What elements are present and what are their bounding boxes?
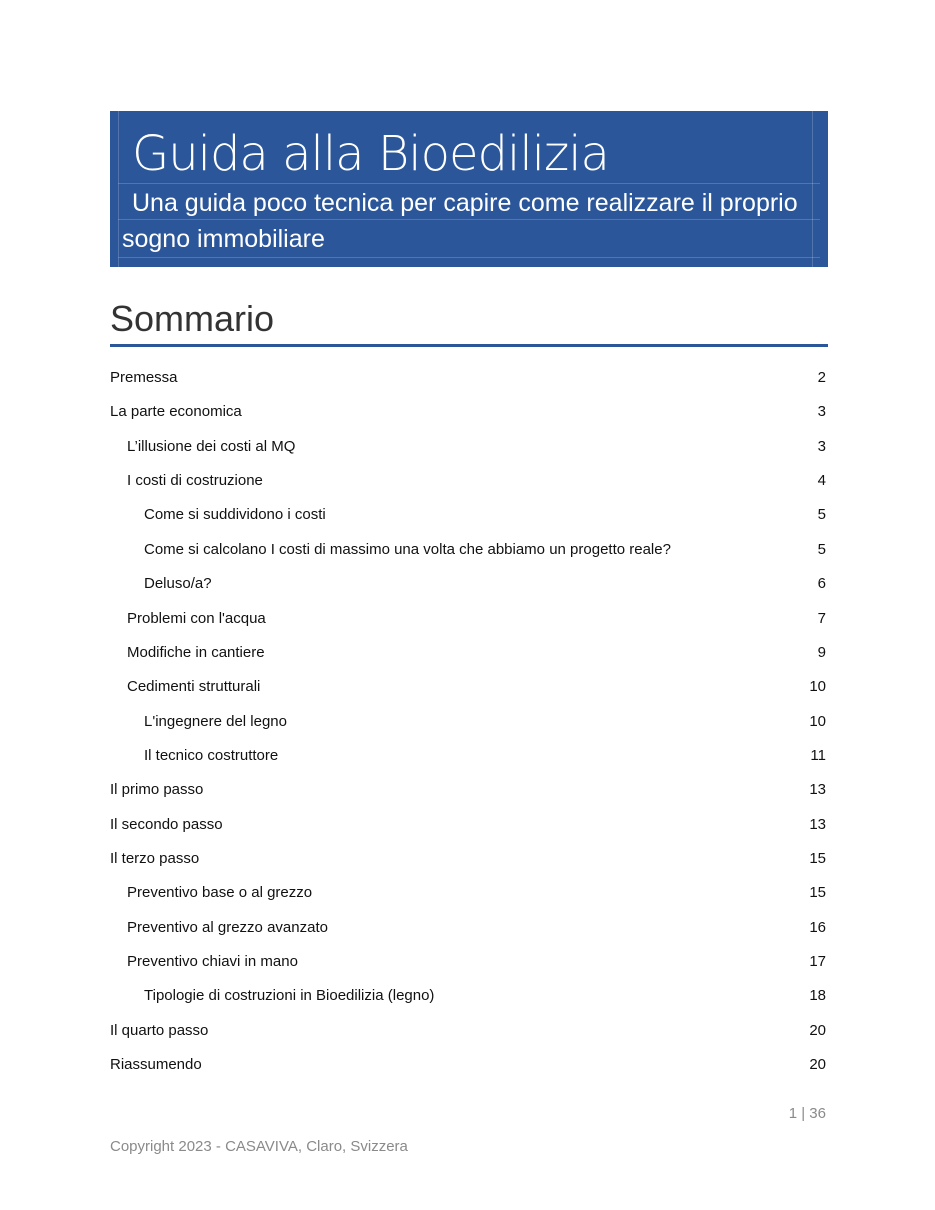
toc-entry-page-number: 18 xyxy=(809,987,826,1005)
toc-entry-page-number: 13 xyxy=(809,781,826,799)
toc-entry[interactable] xyxy=(110,539,826,561)
toc-entry[interactable] xyxy=(110,504,826,526)
toc-entry-page-number: 7 xyxy=(817,609,826,627)
toc-entry[interactable] xyxy=(110,642,826,664)
toc-entry-page-number: 5 xyxy=(817,506,826,524)
toc-entry[interactable] xyxy=(110,367,826,389)
toc-heading-rule xyxy=(110,344,828,347)
title-banner xyxy=(110,111,828,267)
toc-entry-label: Come si suddividono i costi xyxy=(144,506,326,524)
toc-entry[interactable] xyxy=(110,1054,826,1076)
toc-entry-page-number: 10 xyxy=(809,678,826,696)
toc-entry[interactable] xyxy=(110,1020,826,1042)
toc-entry[interactable] xyxy=(110,711,826,733)
toc-entry-page-number: 15 xyxy=(809,849,826,867)
toc-entry-label: Riassumendo xyxy=(110,1056,202,1073)
toc-entry-page-number: 20 xyxy=(809,1056,826,1073)
toc-entry-label: Tipologie di costruzioni in Bioedilizia (legno) xyxy=(144,987,435,1005)
toc-entry-page-number: 6 xyxy=(817,575,826,593)
toc-entry-page-number: 11 xyxy=(810,746,826,764)
toc-entry-label: Preventivo chiavi in mano xyxy=(127,953,298,970)
toc-entry-page-number: 3 xyxy=(817,437,826,455)
toc-entry-label: I costi di costruzione xyxy=(127,472,263,490)
toc-entry[interactable] xyxy=(110,951,826,973)
toc-entry[interactable] xyxy=(110,401,826,423)
toc-entry-page-number: 15 xyxy=(809,884,826,902)
toc-entry-label: Cedimenti strutturali xyxy=(127,678,261,696)
toc-entry-page-number: 17 xyxy=(809,953,826,970)
page-number: 1 | 36 xyxy=(788,1105,826,1122)
document-subtitle: Una guida poco tecnica per capire come realizzare il proprio sogno immobiliare xyxy=(122,189,798,253)
toc-entry[interactable] xyxy=(110,676,826,698)
toc-entry-label: Il terzo passo xyxy=(110,849,200,867)
toc-entry[interactable] xyxy=(110,436,826,458)
toc-entry[interactable] xyxy=(110,745,826,767)
toc-entry-page-number: 3 xyxy=(817,403,826,421)
toc-entry-page-number: 5 xyxy=(817,540,826,558)
toc-entry-label: Il secondo passo xyxy=(110,815,223,833)
toc-entry-page-number: 13 xyxy=(809,815,826,833)
layout-guide-line xyxy=(118,111,119,267)
toc-entry-label: Problemi con l'acqua xyxy=(127,609,266,627)
footer-copyright: Copyright 2023 - CASAVIVA, Claro, Svizzera xyxy=(110,1138,408,1155)
toc-entry[interactable] xyxy=(110,882,826,904)
toc-entry-label: Modifiche in cantiere xyxy=(127,643,265,661)
toc-entry-label: Premessa xyxy=(110,369,178,386)
toc-entry[interactable] xyxy=(110,573,826,595)
toc-entry[interactable] xyxy=(110,814,826,836)
document-title: Guida alla Bioedilizia xyxy=(132,126,609,182)
toc-entry-label: Preventivo base o al grezzo xyxy=(127,884,313,902)
toc-entry-page-number: 4 xyxy=(817,472,826,490)
toc-entry-label: Preventivo al grezzo avanzato xyxy=(127,918,328,936)
toc-entry-page-number: 16 xyxy=(809,918,826,936)
toc-entry[interactable] xyxy=(110,985,826,1007)
toc-entry-label: Il tecnico costruttore xyxy=(144,746,279,764)
toc-entry-label: Deluso/a? xyxy=(144,575,212,593)
layout-guide-line xyxy=(118,257,820,258)
toc-entry-page-number: 20 xyxy=(809,1021,826,1039)
toc-entry[interactable] xyxy=(110,470,826,492)
toc-entry[interactable] xyxy=(110,608,826,630)
toc-entry-label: Il quarto passo xyxy=(110,1021,209,1039)
toc-entry[interactable] xyxy=(110,917,826,939)
toc-entry-page-number: 2 xyxy=(817,369,826,386)
toc-entry-label: L’illusione dei costi al MQ xyxy=(127,437,296,455)
toc-entry[interactable] xyxy=(110,779,826,801)
toc-entry-label: La parte economica xyxy=(110,403,242,421)
layout-guide-line xyxy=(812,111,813,267)
toc-entry-label: Come si calcolano I costi di massimo una volta che abbiamo un progetto reale? xyxy=(144,540,671,558)
toc-entry[interactable] xyxy=(110,848,826,870)
toc-entry-label: L'ingegnere del legno xyxy=(144,712,287,730)
toc-entry-page-number: 10 xyxy=(809,712,826,730)
toc-entry-label: Il primo passo xyxy=(110,781,204,799)
toc-heading: Sommario xyxy=(110,298,275,339)
toc-entry-page-number: 9 xyxy=(817,643,826,661)
